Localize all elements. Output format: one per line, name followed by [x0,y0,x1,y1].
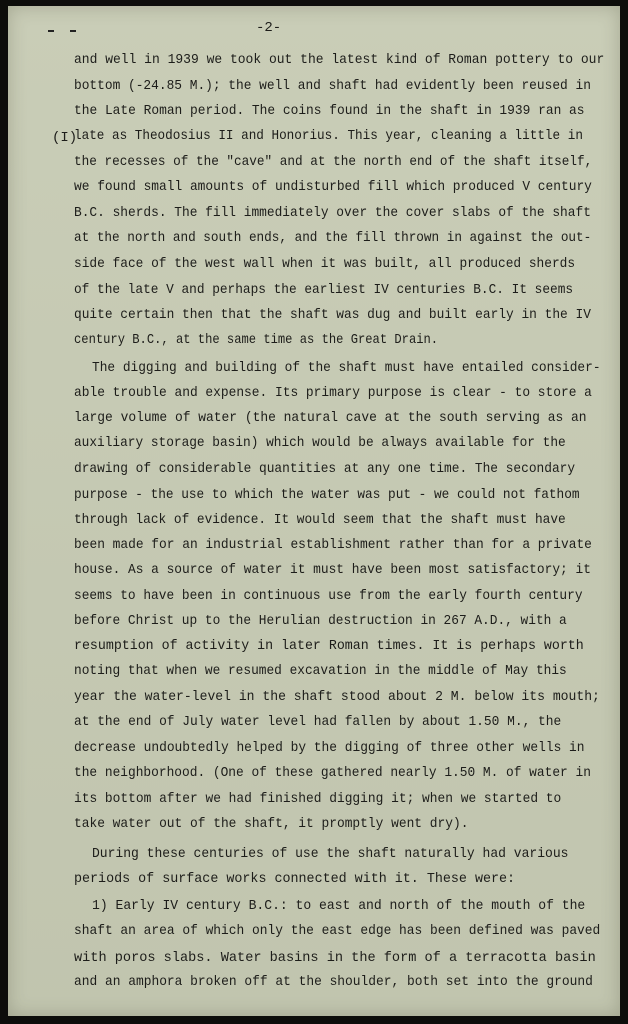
text-line: with poros slabs. Water basins in the form of a terracotta basin [74,950,596,966]
typescript-page [8,6,620,1016]
text-line: through lack of evidence. It would seem that the shaft must have [74,512,566,528]
text-line: at the end of July water level had fallen by about 1.50 M., the [74,714,562,730]
text-line: bottom (-24.85 M.); the well and shaft had evidently been reused in [74,78,591,94]
text-line: and well in 1939 we took out the latest kind of Roman pottery to our [74,52,605,68]
page-number: -2- [256,20,282,36]
text-line: of the late V and perhaps the earliest IV centuries B.C. It seems [74,282,574,298]
text-line: and an amphora broken off at the shoulder, both set into the ground [74,974,593,990]
punch-mark [70,30,76,32]
text-line: its bottom after we had finished digging it; when we started to [74,791,562,807]
text-line: noting that when we resumed excavation in the middle of May this [74,663,567,679]
text-line: auxiliary storage basin) which would be always available for the [74,435,566,451]
text-line: year the water-level in the shaft stood about 2 M. below its mouth; [74,689,600,705]
text-line: been made for an industrial establishment rather than for a private [74,537,592,553]
text-line: the Late Roman period. The coins found in the shaft in 1939 ran as [74,103,585,119]
text-line: before Christ up to the Herulian destruction in 267 A.D., with a [74,613,567,629]
text-line: the neighborhood. (One of these gathered nearly 1.50 M. of water in [74,765,591,781]
text-line: century B.C., at the same time as the Great Drain. [74,332,439,348]
punch-mark [48,30,54,32]
text-line: drawing of considerable quantities at any one time. The secondary [74,461,576,477]
text-line: purpose - the use to which the water was put - we could not fathom [74,487,580,503]
text-line: the recesses of the "cave" and at the north end of the shaft itself, [74,154,593,170]
text-line: decrease undoubtedly helped by the digging of three other wells in [74,740,585,756]
text-line: 1) Early IV century B.C.: to east and north of the mouth of the [92,898,586,914]
text-line: at the north and south ends, and the fill thrown in against the out- [74,230,592,246]
text-line: resumption of activity in later Roman times. It is perhaps worth [74,638,584,654]
text-line: house. As a source of water it must have been most satisfactory; it [74,562,591,578]
text-line: seems to have been in continuous use from the early fourth century [74,588,583,604]
margin-note: (I) [52,130,78,146]
text-line: shaft an area of which only the east edge has been defined was paved [74,923,601,939]
text-line: periods of surface works connected with it. These were: [74,871,516,887]
text-line: The digging and building of the shaft must have entailed consider- [92,360,601,376]
text-line: During these centuries of use the shaft naturally had various [92,846,569,862]
text-line: able trouble and expense. Its primary purpose is clear - to store a [74,385,592,401]
text-line: take water out of the shaft, it promptly went dry). [74,816,469,832]
text-line: B.C. sherds. The fill immediately over the cover slabs of the shaft [74,205,591,221]
text-line: large volume of water (the natural cave at the south serving as an [74,410,587,426]
text-line: we found small amounts of undisturbed fill which produced V century [74,179,592,195]
text-line: late as Theodosius II and Honorius. This year, cleaning a little in [74,128,583,144]
text-line: side face of the west wall when it was built, all produced sherds [74,256,576,272]
text-line: quite certain then that the shaft was dug and built early in the IV [74,307,591,323]
